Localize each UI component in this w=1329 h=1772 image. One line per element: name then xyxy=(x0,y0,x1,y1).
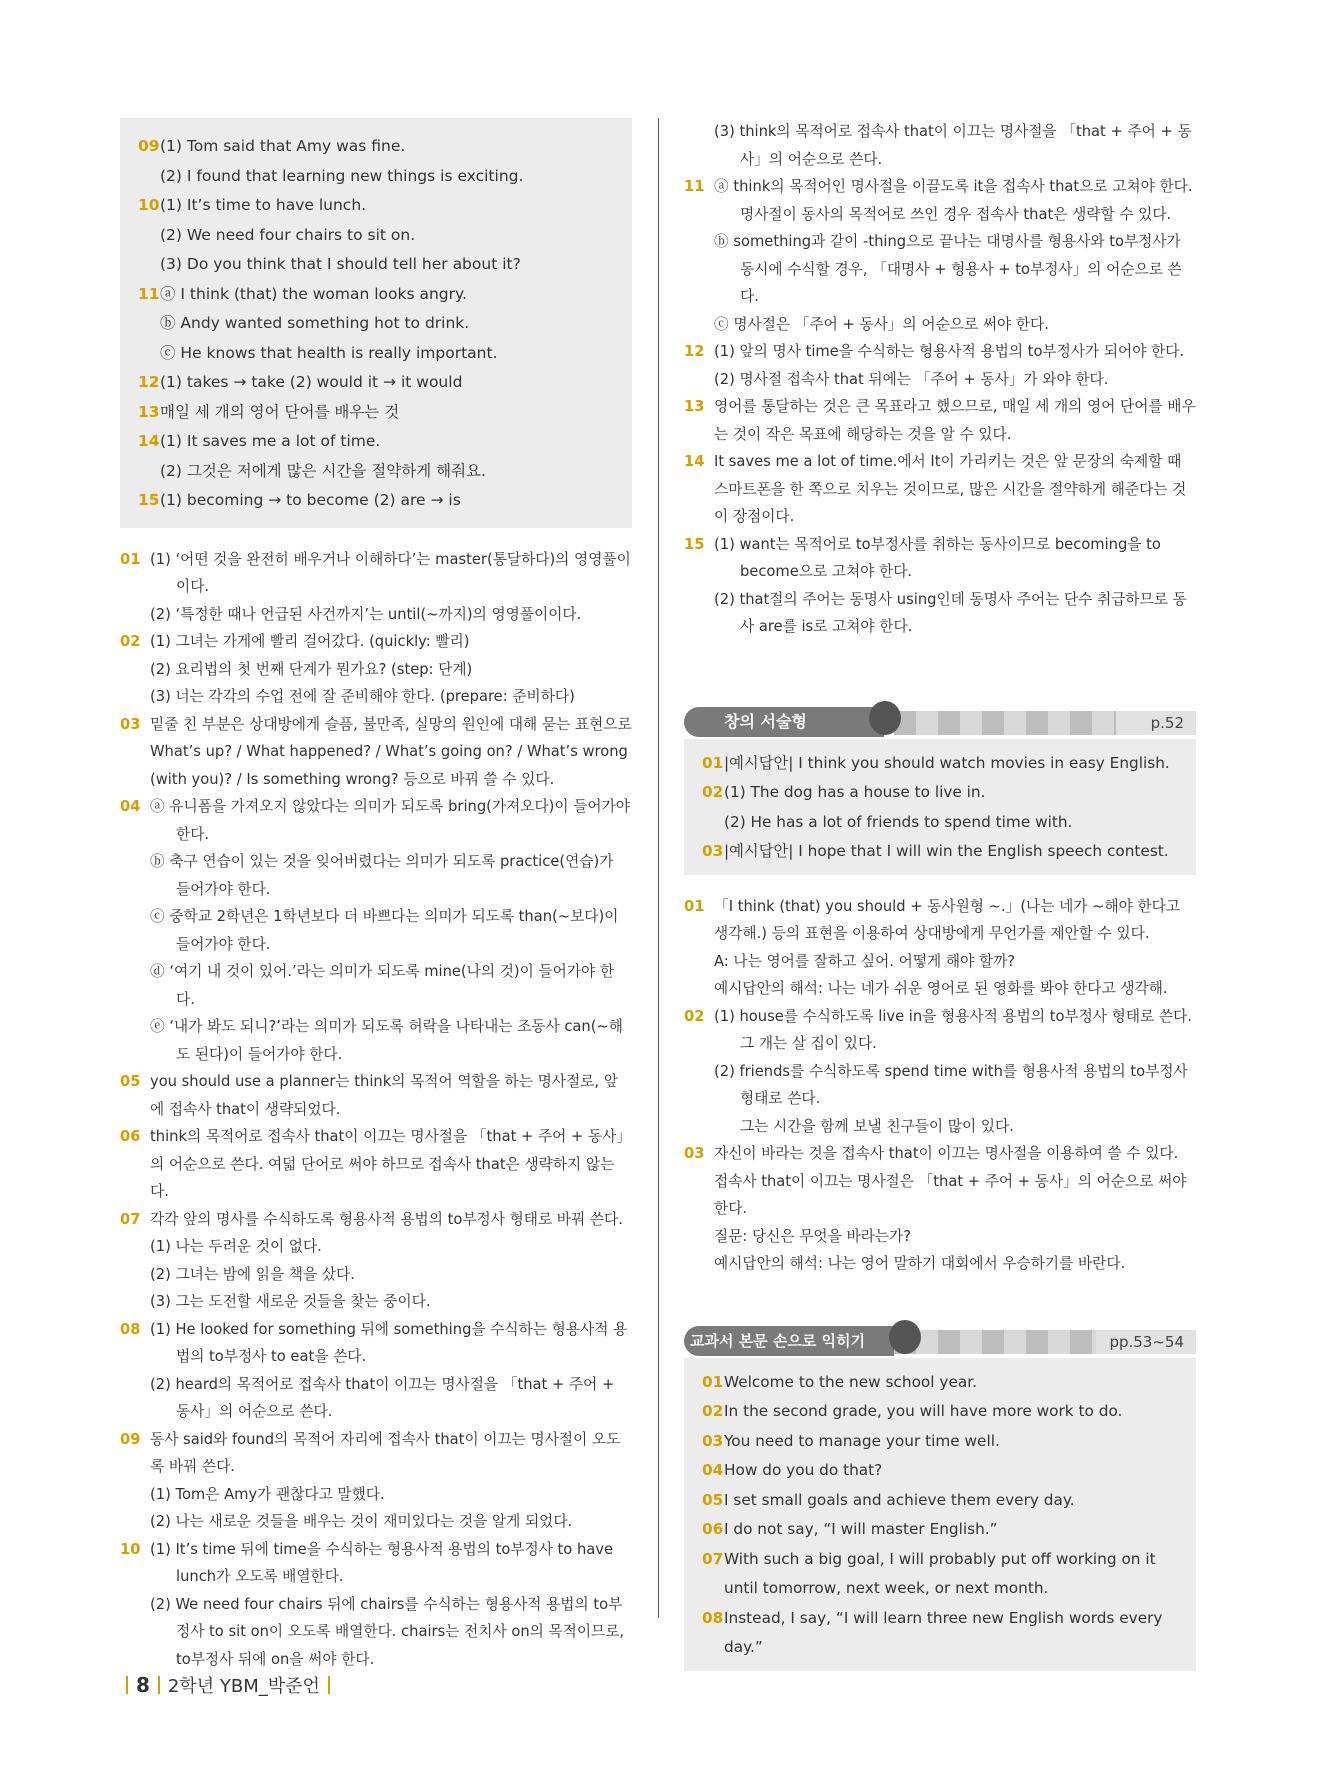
section-item-text: (1) The dog has a house to live in. xyxy=(724,783,986,801)
explanation-line: (1) house를 수식하도록 live in을 형용사적 용법의 to부정사 형태로 쓴다. xyxy=(714,1007,1192,1025)
explanation-line: ⓒ 중학교 2학년은 1학년보다 더 바쁘다는 의미가 되도록 than(~보다)이 들어가야 한다. xyxy=(150,908,619,953)
explanation-line: (1) He looked for something 뒤에 something을 수식하는 형용사적 용법의 to부정사 to eat을 쓴다. xyxy=(150,1320,628,1365)
explanation-item xyxy=(120,1123,632,1206)
answer-text: (1) It’s time to have lunch. xyxy=(160,196,367,214)
answer-text: (3) Do you think that I should tell her about it? xyxy=(160,255,521,273)
explanation-line: (2) that절의 주어는 동명사 using인데 동명사 주어는 단수 취급하므로 동사 are를 is로 고쳐야 한다. xyxy=(714,590,1187,635)
explanation-line: 「I think (that) you should + 동사원형 ~.」(나는 네가 ~해야 한다고 생각해.) 등의 표현을 이용하여 상대방에게 무언가를 제안할 수 있다. xyxy=(714,897,1181,942)
explanation-line: 그는 시간을 함께 보낼 친구들이 많이 있다. xyxy=(740,1117,1014,1135)
explanation-body xyxy=(150,1426,632,1536)
explanation-body xyxy=(150,1123,632,1206)
explanation-body xyxy=(150,628,632,711)
page-footer xyxy=(118,1672,338,1698)
section-item-text: With such a big goal, I will probably put off working on it until tomorrow, next week, or next month. xyxy=(724,1549,1156,1597)
right-explanations xyxy=(684,118,1196,641)
section-item-number: 05 xyxy=(702,1490,724,1509)
explanation-line: ⓓ ‘여기 내 것이 있어.’라는 의미가 되도록 mine(나의 것)이 들어가야 한다. xyxy=(150,963,615,1008)
section-item xyxy=(702,1456,1184,1486)
answer-number xyxy=(138,162,160,192)
section-item xyxy=(702,749,1184,779)
section-item-number: 08 xyxy=(702,1608,724,1627)
answer-text: ⓐ I think (that) the woman looks angry. xyxy=(160,284,467,303)
explanation-number: 03 xyxy=(120,715,141,733)
explanation-line: 밑줄 친 부분은 상대방에게 슬픔, 불만족, 실망의 원인에 대해 묻는 표현으로 What’s up? / What happened? / What’s going on? / What’s wrong (with you)? / Is something wrong? 등으로 바꿔 쓸 수 있다. xyxy=(150,715,632,788)
answer-row xyxy=(138,486,620,516)
explanation-line: 동사 said와 found의 목적어 자리에 접속사 that이 이끄는 명사절이 오도록 바꿔 쓴다. xyxy=(150,1430,621,1475)
explanation-line: ⓑ something과 같이 -thing으로 끝나는 대명사를 형용사와 to부정사가 동시에 수식할 경우, 「대명사 + 형용사 + to부정사」의 어순으로 쓴다. xyxy=(714,233,1182,305)
answer-text: 매일 세 개의 영어 단어를 배우는 것 xyxy=(160,402,400,421)
explanation-body xyxy=(714,1140,1196,1278)
section-item xyxy=(702,778,1184,808)
section-item xyxy=(702,1397,1184,1427)
answer-row xyxy=(138,250,620,280)
explanation-line: 영어를 통달하는 것은 큰 목표라고 했으므로, 매일 세 개의 영어 단어를 배우는 것이 작은 목표에 해당하는 것을 알 수 있다. xyxy=(714,398,1196,443)
answer-box xyxy=(120,118,632,528)
explanation-line: (1) It’s time 뒤에 time을 수식하는 형용사적 용법의 to부정사 to have lunch가 오도록 배열한다. xyxy=(150,1540,613,1585)
answer-text: (1) It saves me a lot of time. xyxy=(160,432,381,450)
explanation-item xyxy=(684,393,1196,448)
section-item xyxy=(702,1604,1184,1663)
explanation-line: 각각 앞의 명사를 수식하도록 형용사적 용법의 to부정사 형태로 바꿔 쓴다. xyxy=(150,1210,623,1228)
explanation-number: 03 xyxy=(684,1145,705,1162)
explanation-number: 06 xyxy=(120,1128,141,1145)
section-item xyxy=(702,808,1184,838)
explanation-item xyxy=(684,531,1196,641)
section-header-textbook xyxy=(684,1324,1196,1358)
explanation-body xyxy=(150,1536,632,1674)
explanation-number: 13 xyxy=(684,398,705,415)
section-explanations xyxy=(684,893,1196,1278)
section-item xyxy=(702,1427,1184,1457)
answer-text: ⓒ He knows that health is really important. xyxy=(160,343,498,362)
section-title: 창의 서술형 xyxy=(684,707,884,737)
answer-number: 15 xyxy=(138,491,160,509)
section-item-text: In the second grade, you will have more work to do. xyxy=(724,1402,1123,1420)
explanation-line: 질문: 당신은 무엇을 바라는가? xyxy=(714,1227,912,1245)
explanation-item xyxy=(120,1426,632,1536)
answer-row xyxy=(138,309,620,339)
section-item-number: 02 xyxy=(702,783,724,801)
section-item-text: You need to manage your time well. xyxy=(724,1431,1000,1450)
answer-number: 09 xyxy=(138,137,160,155)
explanation-line: ⓒ 명사절은 「주어 + 동사」의 어순으로 써야 한다. xyxy=(714,315,1049,333)
explanation-line: you should use a planner는 think의 목적어 역할을 하는 명사절로, 앞에 접속사 that이 생략되었다. xyxy=(150,1073,618,1118)
section-page-ref: pp.53~54 xyxy=(1096,1330,1196,1354)
explanation-number: 05 xyxy=(120,1073,141,1090)
explanation-line: (1) want는 목적어로 to부정사를 취하는 동사이므로 becoming을 to become으로 고쳐야 한다. xyxy=(714,535,1161,580)
section-box-textbook xyxy=(684,1358,1196,1671)
explanation-item xyxy=(120,711,632,794)
explanation-line: ⓑ 축구 연습이 있는 것을 잊어버렸다는 의미가 되도록 practice(연습)가 들어가야 한다. xyxy=(150,853,614,898)
answer-row xyxy=(138,457,620,487)
explanation-body xyxy=(150,546,632,629)
answer-row xyxy=(138,132,620,162)
explanation-line: It saves me a lot of time.에서 It이 가리키는 것은 앞 문장의 숙제할 때 스마트폰을 한 쪽으로 치우는 것이므로, 많은 시간을 절약하게 해준다는 것이 장점이다. xyxy=(714,453,1187,525)
answer-text: (1) becoming → to become (2) are → is xyxy=(160,491,461,509)
section-item-number: 04 xyxy=(702,1461,724,1479)
explanation-line: (2) 요리법의 첫 번째 단계가 뭔가요? (step: 단계) xyxy=(150,660,473,678)
explanation-body xyxy=(150,711,632,794)
explanation-number: 11 xyxy=(684,178,705,195)
explanation-line: (1) 나는 두려운 것이 없다. xyxy=(150,1238,322,1255)
section-item-text: I set small goals and achieve them every day. xyxy=(724,1490,1075,1509)
explanation-line: (3) 너는 각각의 수업 전에 잘 준비해야 한다. (prepare: 준비하다) xyxy=(150,688,575,705)
section-box-creative xyxy=(684,739,1196,875)
section-item-number: 06 xyxy=(702,1520,724,1538)
explanation-line: (1) Tom은 Amy가 괜찮다고 말했다. xyxy=(150,1485,385,1503)
page-number: 8 xyxy=(136,1673,150,1697)
explanation-line: (1) ‘어떤 것을 완전히 배우거나 이해하다’는 master(통달하다)의 영영풀이이다. xyxy=(150,550,631,595)
section-item xyxy=(702,1368,1184,1398)
answer-row xyxy=(138,339,620,369)
answer-text: (2) We need four chairs to sit on. xyxy=(160,225,416,244)
explanation-number: 15 xyxy=(684,535,705,553)
explanation-body xyxy=(714,531,1196,641)
explanation-body xyxy=(150,1316,632,1426)
explanation-number: 07 xyxy=(120,1210,141,1228)
header-knob-icon xyxy=(889,1320,921,1354)
explanation-number: 02 xyxy=(684,1007,705,1025)
explanation-item xyxy=(120,546,632,629)
answer-number: 11 xyxy=(138,284,160,303)
explanation-line: 예시답안의 해석: 나는 영어 말하기 대회에서 우승하기를 바란다. xyxy=(714,1255,1126,1272)
answer-text: (1) takes → take (2) would it → it would xyxy=(160,373,463,391)
left-column xyxy=(120,118,632,1673)
explanation-line: (1) 앞의 명사 time을 수식하는 형용사적 용법의 to부정사가 되어야 한다. xyxy=(714,343,1185,360)
explanation-body xyxy=(714,448,1196,531)
explanation-body xyxy=(150,1206,632,1316)
answer-row xyxy=(138,398,620,428)
section-item-text: (2) He has a lot of friends to spend time with. xyxy=(724,812,1073,831)
section-item-number: 03 xyxy=(702,842,724,860)
explanation-item xyxy=(684,1140,1196,1278)
section-item-text: |예시답안| I hope that I will win the English speech contest. xyxy=(724,842,1169,860)
section-item-number: 02 xyxy=(702,1402,724,1420)
explanation-line: (3) 그는 도전할 새로운 것들을 찾는 중이다. xyxy=(150,1293,431,1310)
explanation-number: 12 xyxy=(684,343,705,360)
explanation-item xyxy=(120,1316,632,1426)
explanation-number: 09 xyxy=(120,1430,141,1448)
answer-number xyxy=(138,221,160,251)
answer-number: 14 xyxy=(138,432,160,450)
answer-text: (1) Tom said that Amy was fine. xyxy=(160,137,406,155)
explanation-item xyxy=(120,628,632,711)
section-item-text: How do you do that? xyxy=(724,1461,883,1479)
explanation-item xyxy=(684,118,1196,173)
explanation-body xyxy=(714,173,1196,338)
explanation-line: (2) 나는 새로운 것들을 배우는 것이 재미있다는 것을 알게 되었다. xyxy=(150,1513,573,1530)
explanation-body xyxy=(714,393,1196,448)
explanation-number: 02 xyxy=(120,633,141,650)
answer-row xyxy=(138,368,620,398)
explanation-line: think의 목적어로 접속사 that이 이끄는 명사절을 「that + 주어 + 동사」의 어순으로 쓴다. 여덟 단어로 써야 하므로 접속사 that은 생략하지 않는다. xyxy=(150,1128,632,1200)
explanation-number: 10 xyxy=(120,1540,141,1558)
explanation-line: (2) heard의 목적어로 접속사 that이 이끄는 명사절을 「that + 주어 + 동사」의 어순으로 쓴다. xyxy=(150,1375,615,1420)
explanation-item xyxy=(684,893,1196,1003)
explanation-body xyxy=(150,1068,632,1123)
answer-text: (2) I found that learning new things is exciting. xyxy=(160,166,524,185)
explanation-number xyxy=(684,118,714,173)
explanation-number: 01 xyxy=(684,897,705,915)
footer-bar xyxy=(328,1676,330,1694)
explanation-line: ⓐ think의 목적어인 명사절을 이끌도록 it을 접속사 that으로 고쳐야 한다. 명사절이 동사의 목적어로 쓰인 경우 접속사 that은 생략할 수 있다. xyxy=(714,178,1193,223)
header-knob-icon xyxy=(869,701,901,735)
explanation-item xyxy=(684,1003,1196,1141)
section-item xyxy=(702,1545,1184,1604)
section-header-creative xyxy=(684,705,1196,739)
explanation-line: (2) ‘특정한 때나 언급된 사건까지’는 until(~까지)의 영영풀이이다. xyxy=(150,605,582,623)
footer-bar xyxy=(126,1676,128,1694)
answer-text: (2) 그것은 저에게 많은 시간을 절약하게 해줘요. xyxy=(160,461,486,480)
answer-row xyxy=(138,280,620,310)
answer-row xyxy=(138,221,620,251)
explanation-line: (3) think의 목적어로 접속사 that이 이끄는 명사절을 「that + 주어 + 동사」의 어순으로 쓴다. xyxy=(714,123,1192,168)
section-item-text: Welcome to the new school year. xyxy=(724,1372,977,1391)
answer-number xyxy=(138,457,160,487)
explanation-body xyxy=(714,118,1196,173)
section-title: 교과서 본문 손으로 익히기 xyxy=(684,1326,894,1356)
footer-bar xyxy=(158,1676,160,1694)
explanation-number: 14 xyxy=(684,453,705,470)
answer-row xyxy=(138,191,620,221)
explanation-body xyxy=(714,338,1196,393)
explanation-item xyxy=(120,793,632,1068)
section-item xyxy=(702,837,1184,867)
section-item-text: I do not say, “I will master English.” xyxy=(724,1520,998,1538)
explanation-line: (1) 그녀는 가게에 빨리 걸어갔다. (quickly: 빨리) xyxy=(150,633,470,650)
section-item-number: 03 xyxy=(702,1431,724,1450)
explanation-number: 08 xyxy=(120,1320,141,1338)
explanation-line: (2) We need four chairs 뒤에 chairs를 수식하는 형용사적 용법의 to부정사 to sit on이 오도록 배열한다. chairs는 전치사 on의 목적이므로, to부정사 뒤에 on을 써야 한다. xyxy=(150,1595,625,1668)
footer-label: 2학년 YBM_박준언 xyxy=(167,1676,320,1697)
answer-number: 13 xyxy=(138,402,160,421)
section-item xyxy=(702,1515,1184,1545)
section-item-number: 01 xyxy=(702,1372,724,1391)
section-item-text: |예시답안| I think you should watch movies in easy English. xyxy=(724,753,1170,772)
section-item-number: 07 xyxy=(702,1549,724,1568)
explanation-item xyxy=(120,1536,632,1674)
explanation-body xyxy=(714,1003,1196,1141)
explanation-item xyxy=(120,1206,632,1316)
explanation-item xyxy=(684,448,1196,531)
section-item xyxy=(702,1486,1184,1516)
answer-row xyxy=(138,162,620,192)
explanation-line: 그 개는 살 집이 있다. xyxy=(740,1035,877,1052)
answer-text: ⓑ Andy wanted something hot to drink. xyxy=(160,314,470,332)
explanation-number: 04 xyxy=(120,798,141,815)
answer-row xyxy=(138,427,620,457)
right-column xyxy=(684,118,1196,1671)
answer-number xyxy=(138,250,160,280)
explanation-line: 자신이 바라는 것을 접속사 that이 이끄는 명사절을 이용하여 쓸 수 있다. 접속사 that이 이끄는 명사절은 「that + 주어 + 동사」의 어순으로 써야 한다. xyxy=(714,1145,1187,1217)
explanation-body xyxy=(150,793,632,1068)
explanation-item xyxy=(684,173,1196,338)
explanation-line: 예시답안의 해석: 나는 네가 쉬운 영어로 된 영화를 봐야 한다고 생각해. xyxy=(714,980,1168,997)
explanation-number: 01 xyxy=(120,550,141,568)
section-page-ref: p.52 xyxy=(1116,711,1196,735)
section-item-number xyxy=(702,808,724,838)
explanation-line: (2) 명사절 접속사 that 뒤에는 「주어 + 동사」가 와야 한다. xyxy=(714,370,1109,388)
explanation-line: A: 나는 영어를 잘하고 싶어. 어떻게 해야 할까? xyxy=(714,952,1016,970)
explanation-item xyxy=(120,1068,632,1123)
explanation-line: ⓔ ‘내가 봐도 되니?’라는 의미가 되도록 허락을 나타내는 조동사 can(~해도 된다)이 들어가야 한다. xyxy=(150,1018,623,1063)
answer-number: 10 xyxy=(138,196,160,214)
left-explanations xyxy=(120,546,632,1674)
section-item-text: Instead, I say, “I will learn three new English words every day.” xyxy=(724,1608,1163,1656)
column-divider xyxy=(658,118,659,1618)
answer-number: 12 xyxy=(138,373,160,391)
section-item-number: 01 xyxy=(702,753,724,772)
answer-number xyxy=(138,309,160,339)
explanation-line: (2) 그녀는 밤에 읽을 책을 샀다. xyxy=(150,1265,355,1283)
explanation-line: (2) friends를 수식하도록 spend time with를 형용사적 용법의 to부정사 형태로 쓴다. xyxy=(714,1062,1188,1107)
explanation-item xyxy=(684,338,1196,393)
explanation-line: ⓐ 유니폼을 가져오지 않았다는 의미가 되도록 bring(가져오다)이 들어가야 한다. xyxy=(150,798,630,843)
explanation-body xyxy=(714,893,1196,1003)
answer-number xyxy=(138,339,160,369)
